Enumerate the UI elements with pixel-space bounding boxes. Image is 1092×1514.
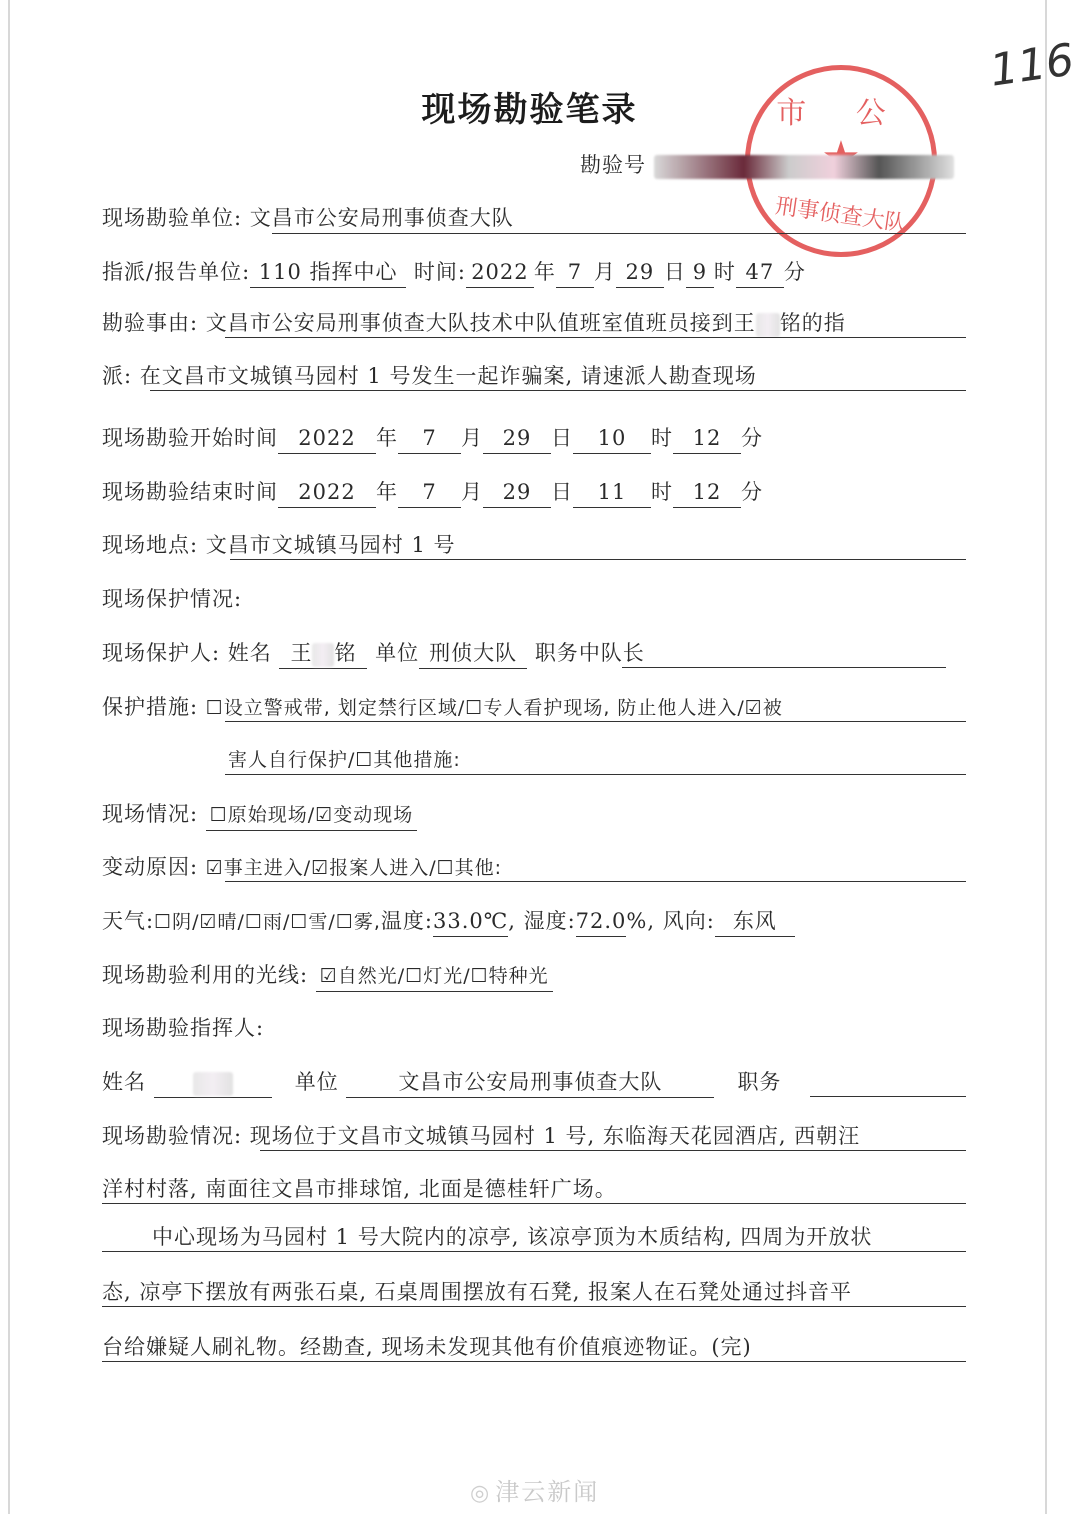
measures-underline-1 [225,721,966,722]
light-value: ☑自然光/☐灯光/☐特种光 [316,961,553,992]
reason-line-1: 文昌市公安局刑事侦查大队技术中队值班室值班员接到王 [205,311,756,335]
change-row [102,852,966,883]
redacted-inspection-number [654,155,954,179]
reason-line-1-end: 铭的指 [779,311,846,335]
humidity-value: 72.0 [576,906,627,937]
day-unit: 日 [551,480,573,504]
reason-row [102,308,966,338]
inspection-number-row [580,150,980,180]
scene-value: ☐原始现场/☑变动现场 [206,800,417,831]
light-label: 现场勘验利用的光线: [102,963,309,987]
minute-unit: 分 [783,260,806,284]
end-hour: 11 [573,477,651,508]
dispatch-year: 2022 [466,257,534,288]
watermark-text: 津云新闻 [495,1478,600,1506]
measures-line-1: ☐设立警戒带, 划定禁行区域/☐专人看护现场, 防止他人进入/☑被 [205,697,783,719]
reason-label: 勘验事由: [102,311,199,335]
end-month: 7 [398,477,461,508]
year-unit: 年 [376,426,398,450]
situation-line-2: 洋村村落, 南面往文昌市排球馆, 北面是德桂轩广场。 [102,1177,617,1201]
weather-row [102,906,966,937]
temperature-value: 33.0℃ [433,906,508,937]
minute-unit: 分 [741,426,763,450]
dispatch-minute: 47 [736,257,784,288]
situation-line-4: 态, 凉亭下摆放有两张石桌, 石桌周围摆放有石凳, 报案人在石凳处通过抖音平 [102,1280,853,1304]
month-unit: 月 [593,260,616,284]
protector-title: 中队长 [578,641,645,665]
unit-value: 文昌市公安局刑事侦查大队 [249,206,514,230]
start-time-label: 现场勘验开始时间 [102,426,278,450]
scan-edge-left [8,0,10,1514]
dispatch-value: 110 指挥中心 [250,257,406,288]
minute-unit: 分 [741,480,763,504]
dispatch-hour: 9 [686,257,714,288]
protector-name-last: 铭 [334,641,357,665]
end-day: 29 [483,477,551,508]
start-day: 29 [483,423,551,454]
situation-line-1: 现场位于文昌市文城镇马园村 1 号, 东临海天花园酒店, 西朝汪 [249,1124,861,1148]
measures-line-2: 害人自行保护/☐其他措施: [228,749,461,771]
commander-label: 现场勘验指挥人: [102,1016,265,1040]
redacted-name [312,643,334,667]
weibo-icon: ◎ [470,1481,492,1506]
protector-row [102,638,966,669]
commander-row [102,1067,966,1098]
end-time-label: 现场勘验结束时间 [102,480,278,504]
inspection-number-label: 勘验号 [580,153,646,177]
location-row [102,530,966,560]
commander-name [154,1067,272,1098]
dispatch-day: 29 [616,257,664,288]
situation-underline-4 [102,1306,966,1307]
measures-label: 保护措施: [102,695,199,719]
light-row [102,960,966,992]
weather-options: ☐阴/☑晴/☐雨/☐雪/☐雾, [154,911,381,933]
measures-row [102,692,966,723]
start-time-row [102,423,966,454]
scene-label: 现场情况: [102,802,199,826]
hour-unit: 时 [651,480,673,504]
month-unit: 月 [461,426,483,450]
change-underline [225,881,966,882]
protector-name-first: 王 [290,641,313,665]
seal-text-bottom: 刑事侦查大队 [773,193,908,238]
reason-underline-2 [150,390,966,391]
day-unit: 日 [551,426,573,450]
location-label: 现场地点: [102,533,199,557]
start-minute: 12 [673,423,741,454]
protector-name [279,638,367,669]
time-label: 时间: [413,260,466,284]
change-label: 变动原因: [102,855,199,879]
situation-row [102,1121,966,1151]
situation-label: 现场勘验情况: [102,1124,243,1148]
hour-unit: 时 [651,426,673,450]
end-year: 2022 [278,477,376,508]
dispatch-month: 7 [556,257,594,288]
measures-underline-2 [225,774,966,775]
commander-unit-label: 单位 [294,1070,339,1094]
year-unit: 年 [376,480,398,504]
situation-underline-1 [260,1150,966,1151]
protector-unit-label: 单位 [375,641,420,665]
commander-title-label: 职务 [737,1070,782,1094]
situation-underline-3 [102,1251,966,1252]
protection-label: 现场保护情况: [102,587,243,611]
situation-underline-2 [102,1203,966,1204]
commander-name-label: 姓名 [102,1070,146,1094]
humidity-label: , 湿度: [508,909,576,933]
start-year: 2022 [278,423,376,454]
hour-unit: 时 [713,260,736,284]
protector-title-underline [622,667,946,668]
dispatch-label: 指派/报告单位: [102,260,251,284]
document-title: 现场勘验笔录 [421,90,638,130]
situation-line-5: 台给嫌疑人刷礼物。经勘查, 现场未发现其他有价值痕迹物证。(完) [102,1335,752,1359]
humidity-unit: %, 风向: [626,909,715,933]
unit-underline [272,233,966,234]
temperature-label: 温度: [380,909,433,933]
commander-title-underline [810,1096,966,1097]
end-time-row [102,477,966,508]
month-unit: 月 [461,480,483,504]
handwritten-page-number: 116 [986,34,1078,97]
weather-label: 天气: [102,909,155,933]
reason-underline-1 [225,337,966,338]
situation-line-3: 中心现场为马园村 1 号大院内的凉亭, 该凉亭顶为木质结构, 四周为开放状 [152,1225,873,1249]
redacted-name [193,1072,233,1096]
start-month: 7 [398,423,461,454]
situation-underline-5 [102,1361,966,1362]
commander-unit: 文昌市公安局刑事侦查大队 [346,1067,714,1098]
dispatch-row [102,257,966,288]
seal-text-top: 市 公 [776,96,906,131]
scene-row [102,799,966,831]
location-underline [230,559,966,560]
protector-title-label: 职务 [534,641,579,665]
unit-row [102,203,966,233]
year-unit: 年 [533,260,556,284]
start-hour: 10 [573,423,651,454]
protector-label: 现场保护人: 姓名 [102,641,272,665]
end-minute: 12 [673,477,741,508]
location-value: 文昌市文城镇马园村 1 号 [205,533,456,557]
unit-label: 现场勘验单位: [102,206,243,230]
protector-unit: 刑侦大队 [419,638,527,669]
redacted-name [756,313,780,337]
wind-value: 东风 [715,906,795,937]
change-value: ☑事主进入/☑报案人进入/☐其他: [205,857,503,879]
source-watermark [470,1472,599,1507]
reason-line-2: 派: 在文昌市文城镇马园村 1 号发生一起诈骗案, 请速派人勘查现场 [102,364,757,388]
day-unit: 日 [663,260,686,284]
